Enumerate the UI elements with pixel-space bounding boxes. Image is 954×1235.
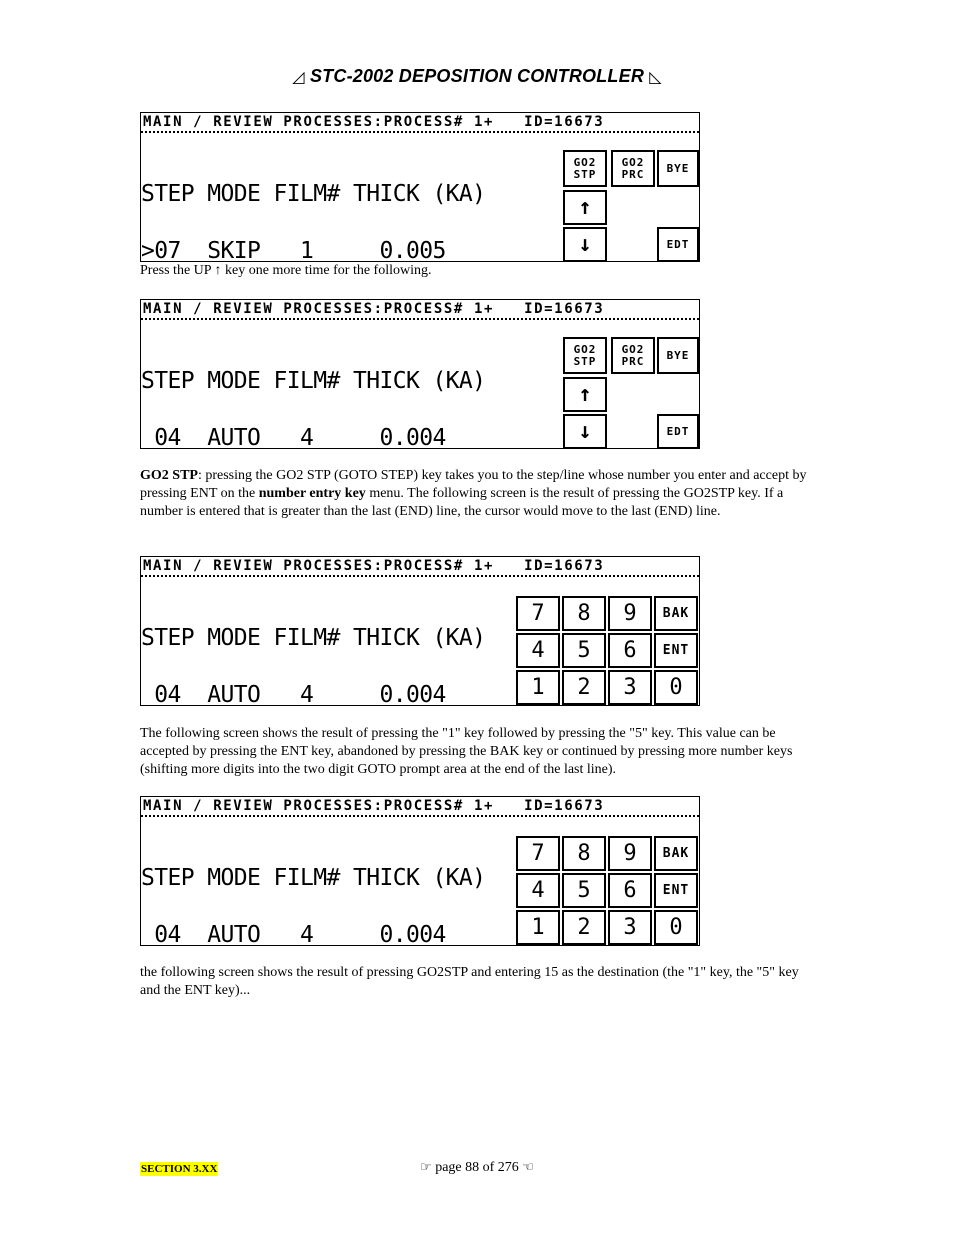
key-1[interactable]: 1 (516, 670, 560, 705)
left-ornament-icon: ◿ (292, 69, 305, 86)
key-2[interactable]: 2 (562, 670, 606, 705)
down-arrow-button[interactable]: ↓ (563, 227, 607, 262)
table-header: STEP MODE FILM# THICK (KA) (141, 368, 486, 394)
key-1[interactable]: 1 (516, 910, 560, 945)
go2prc-button[interactable]: GO2 PRC (611, 150, 655, 187)
key-7[interactable]: 7 (516, 596, 560, 631)
key-4[interactable]: 4 (516, 633, 560, 668)
lcd-screen-1 (140, 112, 700, 262)
ent-button[interactable]: ENT (654, 633, 698, 668)
lcd-screen-2 (140, 299, 700, 449)
table-row: 04 AUTO 4 0.004 (141, 425, 446, 449)
screen-title-bar: MAIN / REVIEW PROCESSES:PROCESS# 1+ ID=16673 (141, 797, 699, 817)
key-5[interactable]: 5 (562, 633, 606, 668)
down-arrow-button[interactable]: ↓ (563, 414, 607, 449)
paragraph-result: the following screen shows the result of pressing GO2STP and entering 15 as the destination (the "1" key, the "5" key and the ENT key)... (140, 965, 799, 998)
up-arrow-button[interactable]: ↑ (563, 377, 607, 412)
step-table (141, 591, 485, 706)
key-4[interactable]: 4 (516, 873, 560, 908)
section-label: SECTION 3.XX (141, 1163, 218, 1175)
page-header (0, 66, 954, 87)
table-header: STEP MODE FILM# THICK (KA) (141, 625, 486, 651)
table-row: >07 SKIP 1 0.005 (141, 238, 446, 262)
step-table (141, 334, 485, 449)
lcd-screen-3 (140, 556, 700, 706)
pointing-hand-right-icon: ☞ (420, 1160, 432, 1175)
caption-1: Press the UP ↑ key one more time for the following. (140, 263, 432, 278)
paragraph-goto-entry: The following screen shows the result of pressing the "1" key followed by pressing the "5" key. This value can be accepted by pressing the ENT key, abandoned by pressing the BAK key or continued by pressing more number keys (shifting more digits into the two digit GOTO prompt area at the end of the last line). (140, 726, 793, 777)
pointing-hand-left-icon: ☜ (522, 1160, 534, 1175)
page-number: ☞ page 88 of 276 ☜ (420, 1160, 534, 1175)
term-number-entry-key: number entry key (258, 486, 366, 501)
screen-title-bar: MAIN / REVIEW PROCESSES:PROCESS# 1+ ID=16673 (141, 300, 699, 320)
lcd-screen-4 (140, 796, 700, 946)
key-8[interactable]: 8 (562, 836, 606, 871)
table-row: 04 AUTO 4 0.004 (141, 682, 446, 706)
bye-button[interactable]: BYE (657, 337, 699, 374)
edt-button[interactable]: EDT (657, 227, 699, 262)
table-row: 04 AUTO 4 0.004 (141, 922, 446, 946)
key-6[interactable]: 6 (608, 873, 652, 908)
table-header: STEP MODE FILM# THICK (KA) (141, 181, 486, 207)
key-5[interactable]: 5 (562, 873, 606, 908)
bak-button[interactable]: BAK (654, 596, 698, 631)
key-0[interactable]: 0 (654, 670, 698, 705)
term-go2stp: GO2 STP (140, 468, 198, 483)
screen-title-bar: MAIN / REVIEW PROCESSES:PROCESS# 1+ ID=16673 (141, 113, 699, 133)
key-9[interactable]: 9 (608, 836, 652, 871)
key-6[interactable]: 6 (608, 633, 652, 668)
up-arrow-button[interactable]: ↑ (563, 190, 607, 225)
paragraph-go2stp: GO2 STP: pressing the GO2 STP (GOTO STEP) key takes you to the step/line whose number you enter and accept by pressing ENT on the number entry key menu. The following screen is the result of pressing the GO2STP key. If a number is entered that is greater than the last (END) line, the cursor would move to the last (END) line. (140, 468, 807, 519)
key-9[interactable]: 9 (608, 596, 652, 631)
step-table (141, 147, 485, 262)
key-3[interactable]: 3 (608, 910, 652, 945)
key-8[interactable]: 8 (562, 596, 606, 631)
bye-button[interactable]: BYE (657, 150, 699, 187)
screen-title-bar: MAIN / REVIEW PROCESSES:PROCESS# 1+ ID=16673 (141, 557, 699, 577)
right-ornament-icon: ◺ (649, 69, 662, 86)
document-title: STC-2002 DEPOSITION CONTROLLER (309, 66, 645, 86)
go2prc-button[interactable]: GO2 PRC (611, 337, 655, 374)
ent-button[interactable]: ENT (654, 873, 698, 908)
go2stp-button[interactable]: GO2 STP (563, 150, 607, 187)
go2stp-button[interactable]: GO2 STP (563, 337, 607, 374)
key-2[interactable]: 2 (562, 910, 606, 945)
edt-button[interactable]: EDT (657, 414, 699, 449)
bak-button[interactable]: BAK (654, 836, 698, 871)
key-0[interactable]: 0 (654, 910, 698, 945)
key-7[interactable]: 7 (516, 836, 560, 871)
key-3[interactable]: 3 (608, 670, 652, 705)
table-header: STEP MODE FILM# THICK (KA) (141, 865, 486, 891)
step-table (141, 831, 485, 946)
